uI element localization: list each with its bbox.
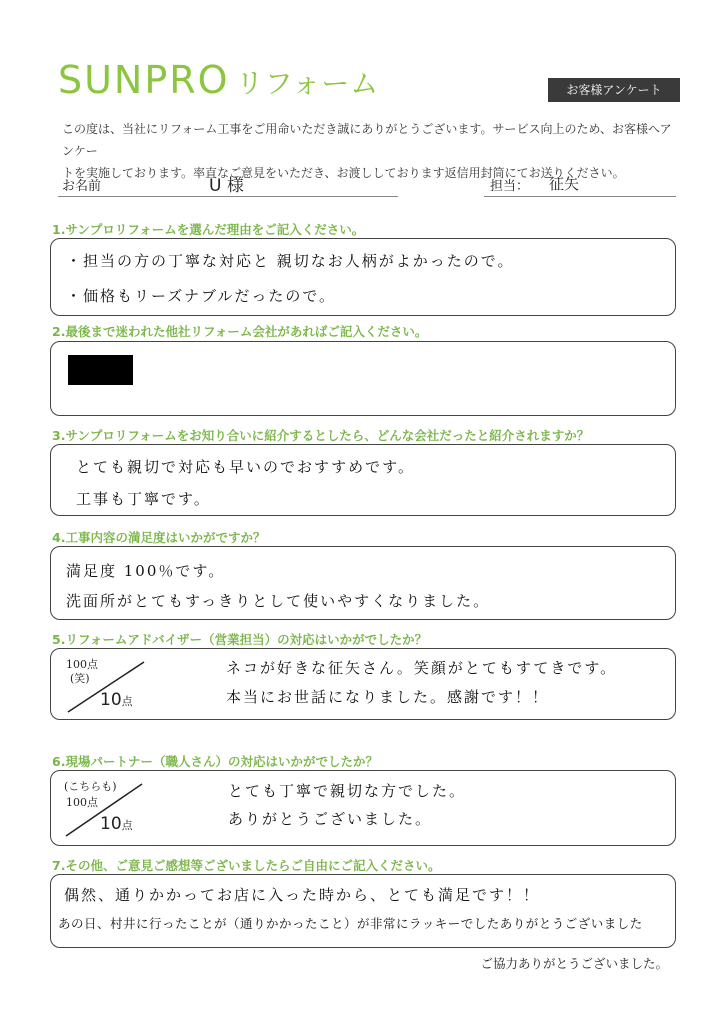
question-2-title: 2.最後まで迷われた他社リフォーム会社があればご記入ください。 — [52, 324, 428, 339]
question-4-title: 4.工事内容の満足度はいかがですか？ — [52, 530, 266, 545]
answer-box-2 — [50, 341, 676, 416]
answer-4-line-1: 満足度 100％です。 — [66, 562, 226, 580]
intro-line-1: この度は、当社にリフォーム工事をご用命いただき誠にありがとうございます。サービス向上のため、お客様へアンケー — [62, 122, 672, 158]
score-6-note-2: 100点 — [66, 796, 98, 809]
score-6-note-1: (こちらも) — [64, 780, 117, 793]
logo-text-en: SUNPRO — [58, 58, 230, 102]
intro-text — [62, 118, 682, 184]
score-5-value: 10 — [100, 690, 122, 710]
answer-7-line-1: 偶然、通りかかってお店に入った時から、とても満足です！！ — [64, 886, 541, 904]
score-6-unit: 点 — [121, 819, 133, 832]
answer-1-line-1: ・担当の方の丁寧な対応と 親切なお人柄がよかったので。 — [66, 252, 515, 270]
intro-line-2: トを実施しております。率直なご意見をいただき、お渡ししております返信用封筒にてお送りください。 — [62, 166, 625, 180]
answer-6-line-1: とても丁寧で親切な方でした。 — [228, 782, 467, 800]
name-label: お名前 — [62, 179, 102, 194]
sunpro-logo — [58, 58, 379, 102]
question-5-title: 5.リフォームアドバイザー（営業担当）の対応はいかがでしたか？ — [52, 632, 428, 647]
thanks-text: ご協力ありがとうございました。 — [480, 956, 668, 971]
redacted-block — [68, 355, 133, 385]
question-1-title: 1.サンプロリフォームを選んだ理由をご記入ください。 — [52, 222, 365, 237]
question-6-title: 6.現場パートナー（職人さん）の対応はいかがでしたか？ — [52, 754, 378, 769]
score-6-value: 10 — [100, 814, 122, 834]
score-5-unit: 点 — [121, 695, 133, 708]
score-5-note-1: 100点 — [66, 658, 98, 671]
answer-5-line-2: 本当にお世話になりました。感謝です！！ — [226, 688, 550, 706]
question-7-title: 7.その他、ご意見ご感想等ございましたらご自由にご記入ください。 — [52, 858, 441, 873]
answer-7-line-2: あの日、村井に行ったことが（通りかかったこと）が非常にラッキーでしたありがとうございました — [58, 916, 643, 931]
score-6 — [100, 814, 133, 834]
logo-text-ja: リフォーム — [235, 67, 380, 100]
answer-1-line-2: ・価格もリーズナブルだったので。 — [66, 287, 337, 305]
staff-value: 征矢 — [549, 175, 580, 193]
name-value: U 様 — [209, 176, 244, 196]
staff-label: 担当： — [490, 179, 530, 194]
answer-6-line-2: ありがとうございました。 — [228, 810, 433, 828]
question-3-title: 3.サンプロリフォームをお知り合いに紹介するとしたら、どんな会社だったと紹介されますか？ — [52, 428, 590, 443]
answer-5-line-1: ネコが好きな征矢さん。笑顔がとてもすてきです。 — [226, 659, 618, 677]
answer-4-line-2: 洗面所がとてもすっきりとして使いやすくなりました。 — [66, 592, 491, 610]
score-5-note-2: (笑) — [70, 672, 90, 685]
score-5 — [100, 690, 133, 710]
answer-3-line-2: 工事も丁寧です。 — [76, 490, 211, 508]
staff-underline — [484, 196, 676, 197]
name-underline — [58, 196, 398, 197]
answer-3-line-1: とても親切で対応も早いのでおすすめです。 — [76, 458, 415, 476]
survey-badge: お客様アンケート — [548, 78, 680, 102]
